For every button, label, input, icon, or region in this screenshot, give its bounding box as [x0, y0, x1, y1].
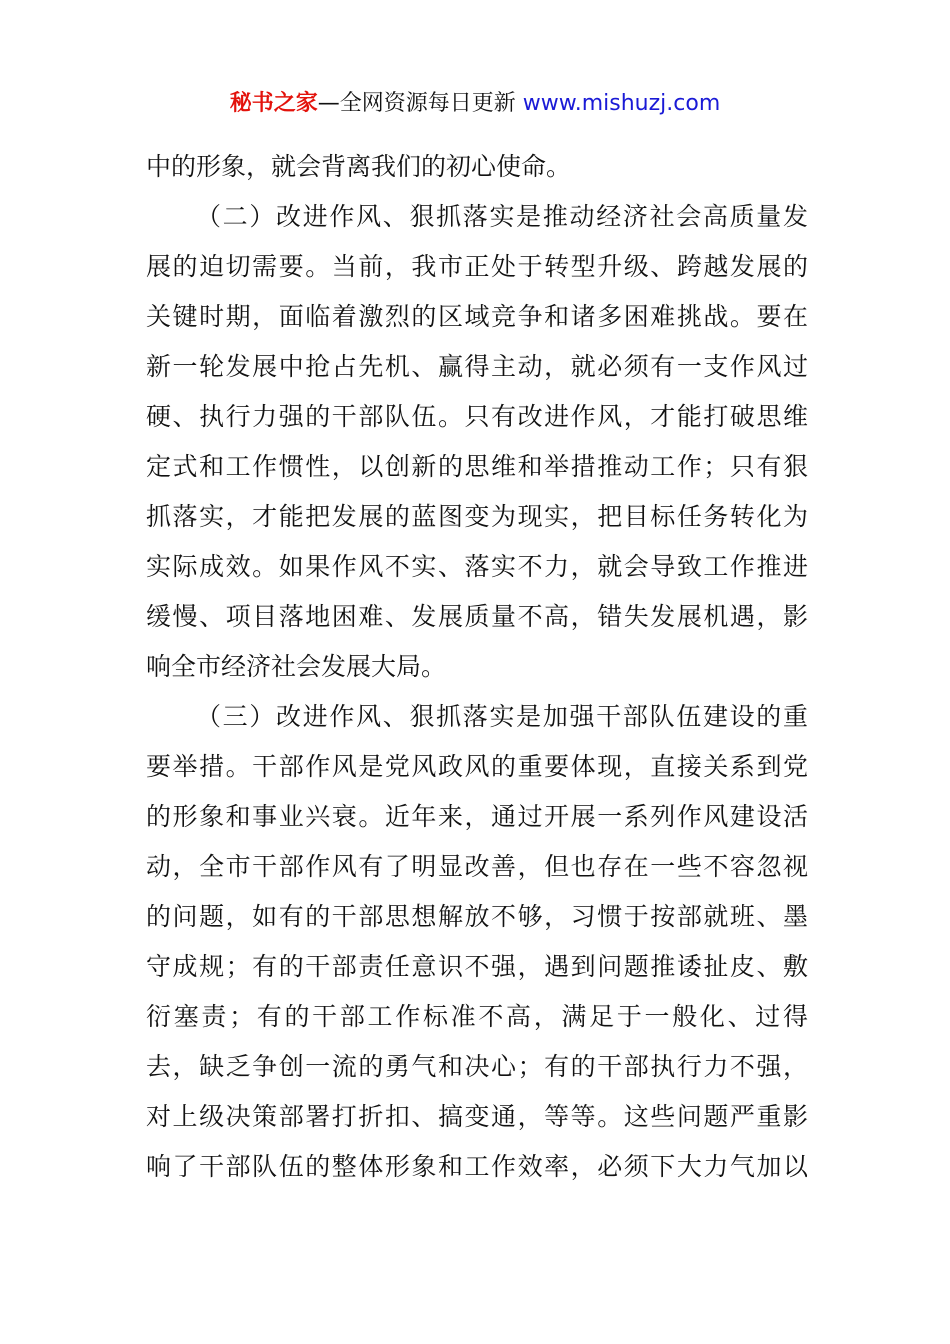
text-line: 定式和工作惯性，以创新的思维和举措推动工作；只有狠 — [146, 452, 808, 481]
text-line: 缓慢、项目落地困难、发展质量不高，错失发展机遇，影 — [146, 602, 808, 631]
text-line: 的问题，如有的干部思想解放不够，习惯于按部就班、墨 — [146, 902, 808, 931]
text-line: 抓落实，才能把发展的蓝图变为现实，把目标任务转化为 — [146, 502, 808, 531]
text-line: 新一轮发展中抢占先机、赢得主动，就必须有一支作风过 — [146, 352, 808, 381]
document-body — [146, 142, 808, 1192]
text-line: 的形象和事业兴衰。近年来，通过开展一系列作风建设活 — [146, 802, 808, 831]
text-line: （三）改进作风、狠抓落实是加强干部队伍建设的重 — [196, 702, 808, 731]
site-brand: 秘书之家 — [229, 91, 318, 116]
text-line: 要举措。干部作风是党风政风的重要体现，直接关系到党 — [146, 752, 808, 781]
text-line: 衍塞责；有的干部工作标准不高，满足于一般化、过得 — [146, 1002, 808, 1031]
text-line: 实际成效。如果作风不实、落实不力，就会导致工作推进 — [146, 552, 808, 581]
site-url-link[interactable]: www.mishuzj.com — [522, 91, 721, 116]
text-line: 展的迫切需要。当前，我市正处于转型升级、跨越发展的 — [146, 252, 808, 281]
site-tagline: —全网资源每日更新 — [317, 91, 516, 116]
text-line: 守成规；有的干部责任意识不强，遇到问题推诿扯皮、敷 — [146, 952, 808, 981]
page-header — [0, 88, 950, 120]
text-line: 响全市经济社会发展大局。 — [146, 652, 447, 681]
text-line: 关键时期，面临着激烈的区域竞争和诸多困难挑战。要在 — [146, 302, 808, 331]
text-line: 动，全市干部作风有了明显改善，但也存在一些不容忽视 — [146, 852, 808, 881]
text-line: 中的形象，就会背离我们的初心使命。 — [146, 152, 572, 181]
text-line: （二）改进作风、狠抓落实是推动经济社会高质量发 — [196, 202, 808, 231]
text-line: 响了干部队伍的整体形象和工作效率，必须下大力气加以 — [146, 1152, 808, 1181]
text-line: 硬、执行力强的干部队伍。只有改进作风，才能打破思维 — [146, 402, 808, 431]
text-line: 对上级决策部署打折扣、搞变通，等等。这些问题严重影 — [146, 1102, 808, 1131]
text-line: 去，缺乏争创一流的勇气和决心；有的干部执行力不强， — [146, 1052, 808, 1081]
